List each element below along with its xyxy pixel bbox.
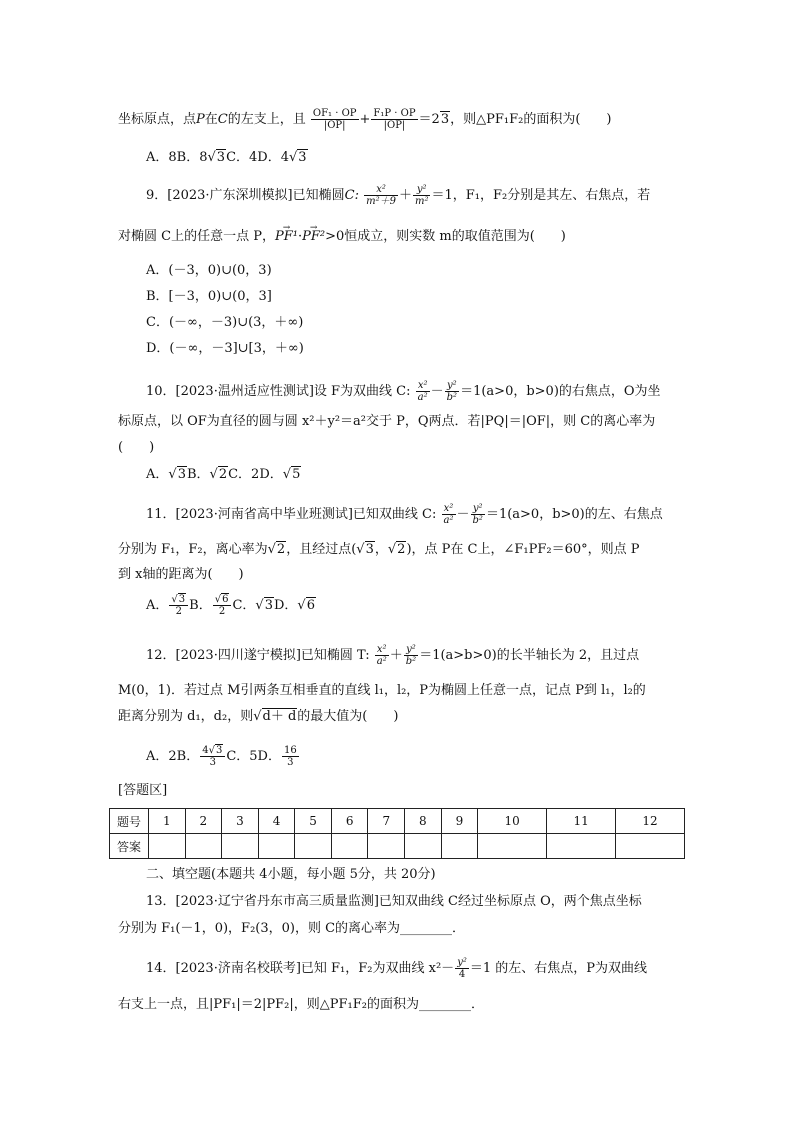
question-number-2: 2 (185, 809, 222, 834)
answer-cell-1[interactable] (149, 834, 186, 859)
answer-cell-11[interactable] (547, 834, 616, 859)
q8-point-p: P (196, 112, 205, 127)
q13-line2: 分别为 F₁(－1，0)，F₂(3，0)，则 C的离心率为________． (118, 921, 466, 936)
question-number-1: 1 (149, 809, 186, 834)
q8-text-mid: 在 (204, 112, 218, 127)
question-number-3: 3 (222, 809, 259, 834)
q8-fraction-2: $\frac{\text{F₁P · OP}}{|OP|}$ (373, 108, 416, 131)
answer-cell-8[interactable] (405, 834, 442, 859)
q10-fraction-x: $\frac{\text{x²}}{\text{a²}}$ (417, 380, 428, 403)
q8-curve-c: C (217, 112, 228, 127)
answer-cell-7[interactable] (368, 834, 405, 859)
q10-line1: 10．[2023·温州适应性测试]设 F为双曲线 C: $\frac{\text{x²}}{\text{a²}}$ － $\frac{\text{y²}}{\text{b²}}$ ＝1(a>0，b>0)的右焦点，O为坐 (146, 380, 661, 403)
q11-line2: 分别为 F₁，F₂，离心率为√2，且经过点(√3，√2)，点 P在 C上，∠F₁PF₂＝60°，则点 P (118, 542, 640, 557)
answer-cell-6[interactable] (331, 834, 368, 859)
q12-option-d-fraction: $\frac{16}{3}$ (284, 745, 297, 768)
answer-cell-3[interactable] (222, 834, 259, 859)
q14-fraction: $\frac{\text{y²}}{4}$ (457, 957, 467, 980)
q13-line1: 13．[2023·辽宁省丹东市高三质量监测]已知双曲线 C经过坐标原点 O，两个焦点坐标 (146, 894, 642, 909)
q12-fraction-x: $\frac{\text{x²}}{\text{a²}}$ (376, 644, 387, 667)
q10-options: A．√3B．√2C．2D．√5 (146, 467, 301, 482)
q8-text-post: 的左支上，且 (227, 112, 306, 127)
q10-line2: 标原点，以 OF为直径的圆与圆 x²＋y²＝a²交于 P，Q两点．若|PQ|＝|OF|，则 C的离心率为 (118, 414, 656, 429)
q8-plus: + (359, 112, 371, 127)
answer-cell-12[interactable] (616, 834, 685, 859)
answer-cell-9[interactable] (441, 834, 478, 859)
question-number-5: 5 (295, 809, 332, 834)
row-head-numbers: 题号 (110, 809, 149, 834)
answer-table-row-numbers (110, 809, 685, 834)
question-number-11: 11 (547, 809, 616, 834)
question-number-10: 10 (478, 809, 547, 834)
q12-line3: 距离分别为 d₁，d₂，则√d＋ d的最大值为( ) (118, 709, 399, 724)
q10-fraction-y: $\frac{\text{y²}}{\text{b²}}$ (446, 380, 458, 403)
answer-cell-10[interactable] (478, 834, 547, 859)
q8-equals: ＝2 (418, 112, 440, 127)
q8-line1 (118, 108, 611, 131)
q11-option-a-fraction: $\frac{√3}{2}$ (169, 594, 188, 617)
q11-fraction-x: $\frac{\text{x²}}{\text{a²}}$ (443, 503, 454, 526)
q12-fraction-y: $\frac{\text{y²}}{\text{b²}}$ (405, 644, 417, 667)
q9-line2: 对椭圆 C上的任意一点 P，→ PF¹·→ PF²>0恒成立，则实数 m的取值范围为( ) (118, 228, 566, 246)
q12-option-b-fraction: $\frac{4√3}{3}$ (200, 745, 225, 768)
answer-area-title: [答题区] (118, 783, 168, 798)
q8-tail: ，则△PF₁F₂的面积为( ) (450, 112, 612, 127)
q8-text: 坐标原点，点 (118, 112, 197, 127)
answer-cell-4[interactable] (258, 834, 295, 859)
question-number-7: 7 (368, 809, 405, 834)
q9-fraction-y: $\frac{\text{y²}}{\text{m²}}$ (414, 184, 429, 207)
q9-option-c: C．(－∞，－3)∪(3，＋∞) (146, 315, 304, 330)
q11-options: A． $\frac{√3}{2}$ B． $\frac{√6}{2}$ C．√3D．√6 (146, 594, 315, 617)
q9-vector-pf2: → PF² (302, 228, 325, 246)
q9-line1: 9．[2023·广东深圳模拟]已知椭圆C: $\frac{\text{x²}}{\text{m²＋9}}$ ＋ $\frac{\text{y²}}{\text{m²}}$ ＝1，F₁，F₂分别是其左、右焦点，若 (146, 184, 651, 207)
q9-option-b: B．[－3，0)∪(0，3] (146, 289, 272, 304)
q9-option-a: A．(－3，0)∪(0，3) (146, 263, 272, 278)
q11-fraction-y: $\frac{\text{y²}}{\text{b²}}$ (472, 503, 483, 526)
q11-line1: 11．[2023·河南省高中毕业班测试]已知双曲线 C: $\frac{\text{x²}}{\text{a²}}$ － $\frac{\text{y²}}{\text{b²}}$ ＝1(a>0，b>0)的左、右焦点 (146, 503, 663, 526)
q14-line1: 14．[2023·济南名校联考]已知 F₁，F₂为双曲线 x²－ $\frac{\text{y²}}{4}$ ＝1 的左、右焦点，P为双曲线 (146, 957, 648, 980)
q12-options: A．2B． $\frac{4√3}{3}$ C．5D． $\frac{16}{3}$ (146, 745, 297, 768)
q14-line2: 右支上一点，且|PF₁|＝2|PF₂|，则△PF₁F₂的面积为________． (118, 997, 484, 1012)
row-head-answers: 答案 (110, 834, 149, 859)
q10-line3: ( ) (118, 440, 155, 455)
answer-table (109, 808, 685, 859)
q9-option-d: D．(－∞，－3]∪[3，＋∞) (146, 341, 304, 356)
answer-cell-2[interactable] (185, 834, 222, 859)
q8-sqrt: 3 (440, 112, 450, 127)
q11-line3: 到 x轴的距离为( ) (118, 567, 244, 582)
q8-options: A．8B．8√3C．4D．4√3 (146, 150, 307, 165)
q8-fraction-1: $\frac{\text{OF₁ · OP}}{|OP|}$ (312, 108, 357, 131)
q12-line2: M(0，1)．若过点 M引两条互相垂直的直线 l₁，l₂，P为椭圆上任意一点，记点 P到 l₁，l₂的 (118, 683, 646, 698)
answer-table-row-answers (110, 834, 685, 859)
question-number-4: 4 (258, 809, 295, 834)
answer-cell-5[interactable] (295, 834, 332, 859)
q9-vector-pf1: → PF¹ (275, 228, 298, 246)
question-number-6: 6 (331, 809, 368, 834)
q9-fraction-x: $\frac{\text{x²}}{\text{m²＋9}}$ (366, 184, 396, 207)
section-2-title: 二、填空题(本题共 4小题，每小题 5分，共 20分) (146, 867, 436, 882)
q11-option-b-fraction: $\frac{√6}{2}$ (213, 594, 232, 617)
q12-line1: 12．[2023·四川遂宁模拟]已知椭圆 T: $\frac{\text{x²}}{\text{a²}}$ ＋ $\frac{\text{y²}}{\text{b²}}$ ＝1(a>b>0)的长半轴长为 2，且过点 (146, 644, 640, 667)
question-number-8: 8 (405, 809, 442, 834)
question-number-9: 9 (441, 809, 478, 834)
question-number-12: 12 (616, 809, 685, 834)
